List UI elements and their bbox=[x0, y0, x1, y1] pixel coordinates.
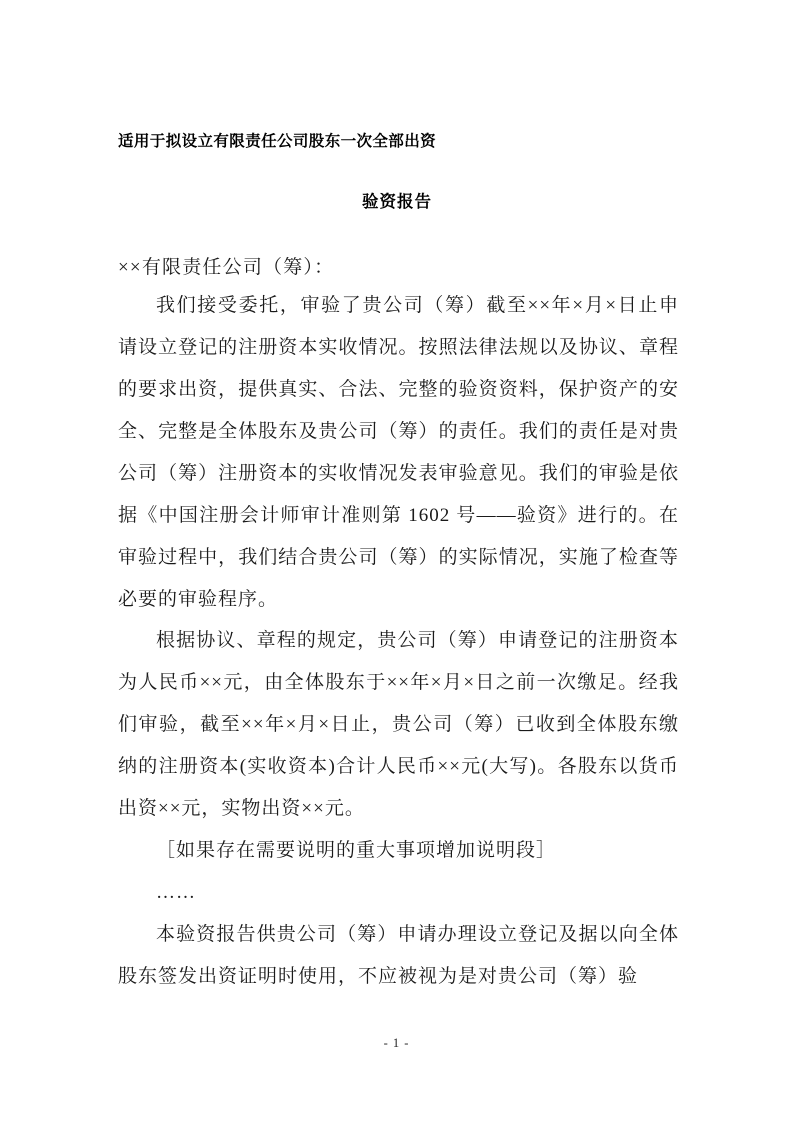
paragraph-usage-restriction: 本验资报告供贵公司（筹）申请办理设立登记及据以向全体股东签发出资证明时使用，不应被视为是对贵公司（筹）验 bbox=[118, 924, 679, 987]
ellipsis-line: …… bbox=[156, 882, 196, 903]
paragraph-verification-result: 根据协议、章程的规定，贵公司（筹）申请登记的注册资本为人民币××元，由全体股东于××年×月×日之前一次缴足。经我们审验，截至××年×月×日止，贵公司（筹）已收到全体股东缴纳的注册资本(实收资本)合计人民币××元(大写)。各股东以货币出资××元，实物出资××元。 bbox=[118, 630, 679, 819]
bracket-note-line: ［如果存在需要说明的重大事项增加说明段］ bbox=[156, 840, 557, 861]
page-number: - 1 - bbox=[383, 1036, 410, 1050]
applicability-note: 适用于拟设立有限责任公司股东一次全部出资 bbox=[118, 133, 437, 150]
document-title: 验资报告 bbox=[362, 193, 432, 211]
paragraph-engagement-responsibility: 我们接受委托，审验了贵公司（筹）截至××年×月×日止申请设立登记的注册资本实收情况。按照法律法规以及协议、章程的要求出资，提供真实、合法、完整的验资资料，保护资产的安全、完整是全体股东及贵公司（筹）的责任。我们的责任是对贵公司（筹）注册资本的实收情况发表审验意见。我们的审验是依据《中国注册会计师审计准则第 1602 号——验资》进行的。在审验过程中，我们结合贵公司（筹）的实际情况，实施了检查等必要的审验程序。 bbox=[118, 295, 679, 610]
salutation-line: ××有限责任公司（筹）： bbox=[118, 257, 335, 278]
